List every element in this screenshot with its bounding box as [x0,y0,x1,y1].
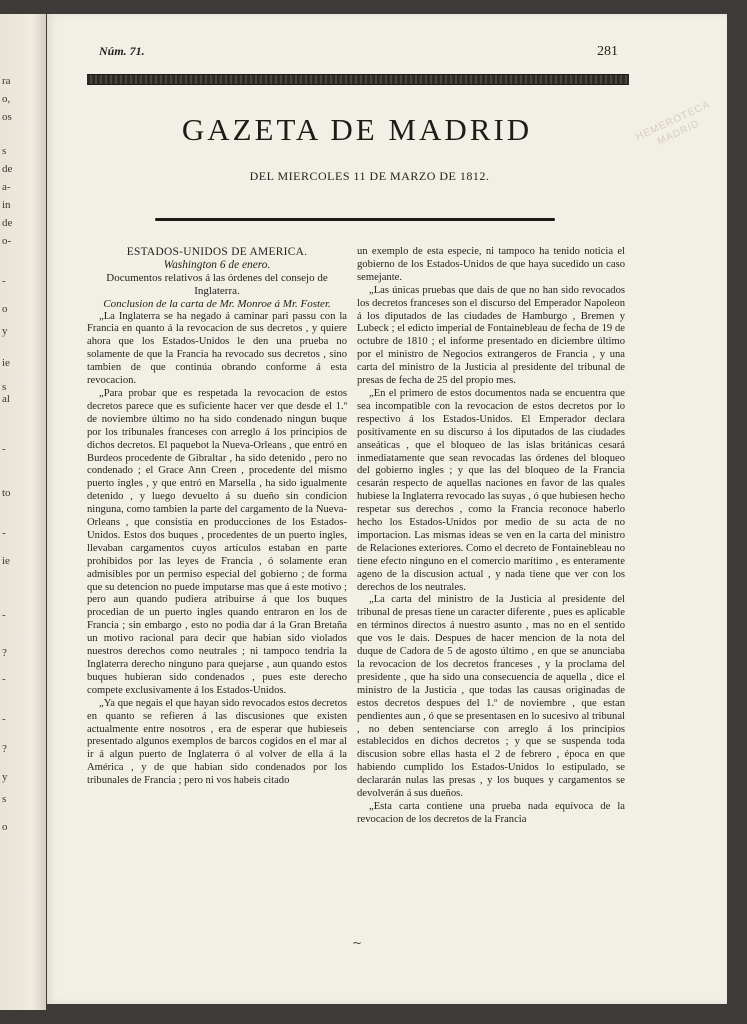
left-page-text-fragment: s [2,381,7,393]
left-page-text-fragment: o [2,303,8,315]
article-subtitle: Documentos relativos á las órdenes del consejo de Inglaterra. [106,271,328,297]
article-dateline: Washington 6 de enero. [163,258,271,271]
article-heading: ESTADOS-UNIDOS DE AMERICA. [126,246,308,258]
left-page-text-fragment: - [2,443,6,455]
top-ornamental-rule [87,74,629,85]
issue-number: Núm. 71. [99,44,145,58]
column-right [357,246,625,827]
left-page-text-fragment: ? [2,647,7,659]
paragraph: „Las únicas pruebas que dais de que no han sido revocados los decretos franceses son el discurso del Emperador Napoleon á los diputados de las ciudades de Hamburgo , Bremen y Lubeck ; el edicto imperial de Fontainebleau de fecha de 19 de octubre de 1810 ; el informe presentado en diciembre último por el ministro de Negocios extrangeros de Francia , y una carta del ministro de la Justicia al presidente del tribunal de presas de fecha de 25 del propio mes. [357,284,625,387]
paragraph: „En el primero de estos documentos nada se encuentra que sea incompatible con la revocacion de estos decretos por lo respectivo á los Estados-Unidos. El Emperador declara positivamente en su discurso á los diputados de las ciudades anseáticas , que el bloqueo de las islas británicas cesará inmediatamente que sean revocadas las órdenes del bloqueo del gobierno ingles ; y que las del bloqueo de la Francia cesarán respecto de aquellas naciones en favor de las quales hubiese la Inglaterra revocado las suyas , ó que hubiesen hecho respetar sus derechos , como la Francia reconoce haberlo hecho los Estados-Unidos por medio de su acta de no importacion. Las mismas ideas se ven en la carta del ministro de Relaciones exteriores. Como el decreto de Fontainebleau no tiene efecto ninguno en el comercio marítimo , es enteramente ageno de la discusion actual , y nada tiene que ver con los derechos de los neutrales. [357,387,625,593]
left-page-text-fragment: o, [2,93,11,105]
left-page-text-fragment: de [2,217,13,229]
page-number: 281 [597,44,618,59]
left-page-text-fragment: - [2,275,6,287]
left-page-text-fragment: - [2,673,6,685]
left-page-text-fragment: to [2,487,11,499]
left-page-text-fragment: ra [2,75,11,87]
left-page-text-fragment: - [2,527,6,539]
library-stamp: HEMEROTECA MADRID [634,99,713,148]
paragraph: „Ya que negais el que hayan sido revocados estos decretos en quanto se refieren á las discusiones que existen actualmente entre nosotros , era de esperar que hubieseis presentado algunos exemplos de barcos cogidos en el mar al ir á algun puerto de Inglaterra ó al volver de ella á la América , y de que habian sido condenados por los tribunales de Francia ; pero ni vos habeis citado [87,697,347,787]
left-page-text-fragment: ie [2,555,10,567]
left-page-text-fragment: in [2,199,11,211]
left-page-text-fragment: y [2,771,8,783]
left-page-text-fragment: s [2,793,7,805]
left-page-text-fragment: ie [2,357,10,369]
article-subtitle-italic: Conclusion de la carta de Mr. Monroe á Mr. Foster. [103,297,331,310]
paragraph: „Esta carta contiene una prueba nada equívoca de la revocacion de los decretos de la Francia [357,800,625,825]
left-page-text-fragment: o [2,821,8,833]
left-page-text-fragment: y [2,325,8,337]
left-page-text-fragment: de [2,163,13,175]
paragraph: „Para probar que es respetada la revocacion de estos decretos parece que es suficiente hacer ver que desde el 1.º de noviembre último no ha sido condenado ningun buque por los tribunales franceses con arreglo á los principios de dichos decretos. El paquebot la Nueva-Orleans , que entró en Burdeos procedente de Gibraltar , ha sido detenido , pero no condenado ; el Grace Ann Creen , procedente del mismo puerto ingles , y que entró en Marsella , ha sido igualmente detenido , y luego devuelto á su dueño sin condicion ninguna, como tambien la parte del cargamento de la Nueva-Orleans , que consistia en producciones de los Estados-Unidos. Estos dos buques , procedentes de un puerto ingles, llevaban cargamentos cuyos artículos estaban en parte prohibidos por las leyes de Francia , ó solamente eran admisibles por un permiso especial del gobierno ; de forma que su detencion no puede imputarse mas que á este motivo ; pero aun quando pudiera atribuirse á que los buques procedian de un puerto ingles quando entraron en los de Francia ; sin embargo , esto no podia dar á la Gran Bretaña un motivo racional para decir que habian sido violados nuestros derechos como neutrales ; ni tampoco tendria la Inglaterra derecho ninguno para quejarse , aun quando estos buques hubieran sido condenados , pues este derecho compete exclusivamente á los Estados-Unidos. [87,387,347,696]
masthead-title: GAZETA DE MADRID [181,112,533,147]
page-foot-mark: ~ [352,936,363,950]
left-page-edge [0,14,46,1010]
column-left [87,246,347,788]
paragraph: „La carta del ministro de la Justicia al presidente del tribunal de presas tiene un caracter diferente , pues es aplicable en términos directos á nuestro asunto , mas no en el sentido que vos le dais. Despues de hacer mencion de la nota del duque de Cadora de 5 de agosto último , en que se anunciaba la revocacion de los decretos franceses , y la proclama del presidente , que ha sido una consecuencia de aquella , dice el ministro de la Justicia , que todas las causas originadas de estos decretos despues del 1.º de noviembre , que estan pendientes aun , ó que se presentasen en lo sucesivo al tribunal , no deben sentenciarse con arreglo á los principios establecidos en dichos decretos ; y que se suspenda toda discusion sobre ellas hasta el 2 de febrero , época en que habiendo cumplido los Estados-Unidos lo estipulado, se declararán nulas las presas , y los buques y cargamentos se devolverán á sus dueños. [357,594,625,800]
left-page-text-fragment: ? [2,743,7,755]
header-divider [155,218,555,221]
paragraph: un exemplo de esta especie, ni tampoco ha tenido noticia el gobierno de los Estados-Unidos de que haya sucedido un caso semejante. [357,246,625,283]
left-page-text-fragment: - [2,713,6,725]
left-page-text-fragment: o- [2,235,12,247]
left-page-text-fragment: s [2,145,7,157]
paragraph: „La Inglaterra se ha negado á caminar pari passu con la Francia en quanto á la revocacion de sus decretos , y quiere ahora que los Estados-Unidos le den una prueba no solamente de que la Francia ha revocado sus decretos , sino tambien de que continúa obrando conforme á esta revocacion. [87,310,347,387]
left-page-text-fragment: os [2,111,12,123]
newspaper-page [47,14,727,1004]
issue-date: DEL MIERCOLES 11 DE MARZO DE 1812. [249,169,490,183]
left-page-text-fragment: al [2,393,10,405]
left-page-text-fragment: - [2,609,6,621]
left-page-text-fragment: a- [2,181,11,193]
